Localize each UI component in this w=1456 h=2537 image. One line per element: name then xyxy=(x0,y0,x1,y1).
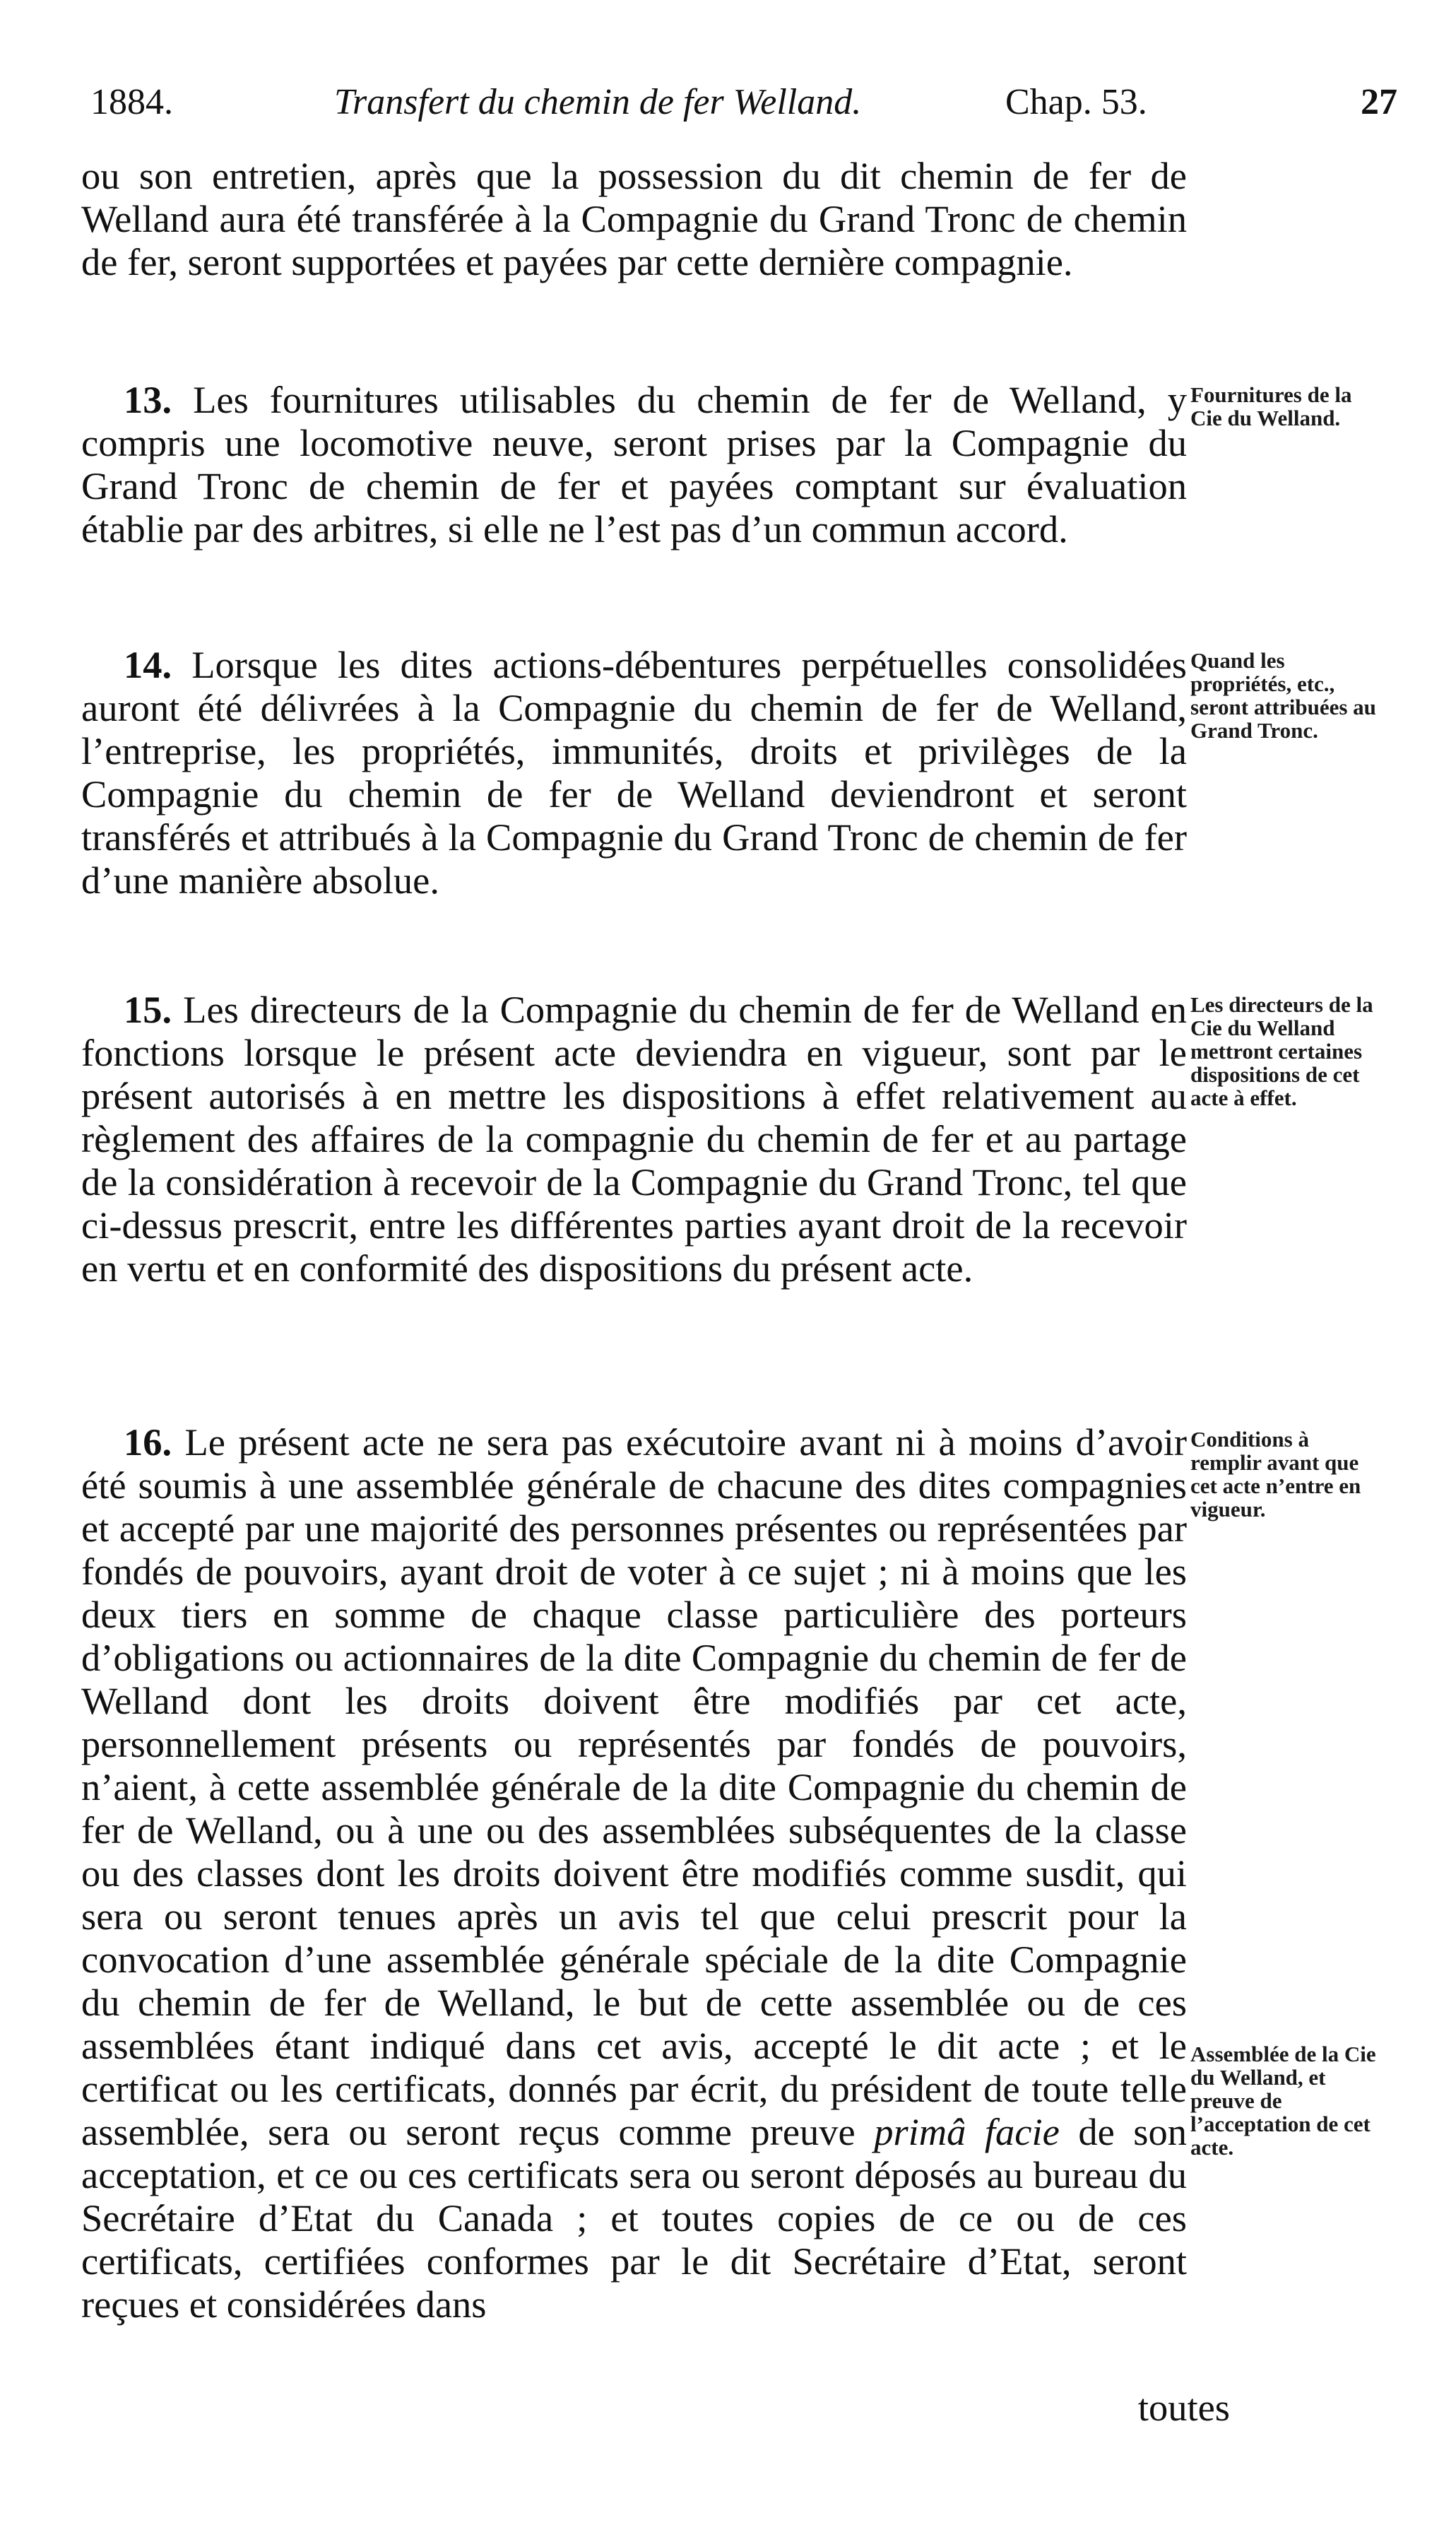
header-year: 1884. xyxy=(90,82,173,122)
section-text-continued: de son acceptation, et ce ou ces certificats sera ou seront déposés au bureau du Secrétaire d’Etat du Canada ; et toutes copies de ce ou de ces certificats, certifiées conformes par le dit Secrétaire d’Etat, seront reçues et considérées dans xyxy=(81,2110,1187,2326)
page-number: 27 xyxy=(1361,82,1397,122)
header-chapter: Chap. 53. xyxy=(1005,82,1147,122)
margin-note: Quand les propriétés, etc., seront attribuées au Grand Tronc. xyxy=(1190,648,1376,743)
section-text: Le présent acte ne sera pas exécutoire avant ni à moins d’avoir été soumis à une assemblée générale de chacune des dites compagnies et accepté par une majorité des personnes présentes ou représentées par fondés de pouvoirs, ayant droit de voter à ce sujet ; ni à moins que les deux tiers en somme de chaque classe particulière des porteurs d’obligations ou actionnaires de la dite Compagnie du chemin de fer de Welland dont les droits doivent être modifiés par cet acte, personnellement présents ou représentés par fondés de pouvoirs, n’aient, à cette assemblée générale de la dite Compagnie du chemin de fer de Welland, ou à une ou des assemblées subséquentes de la classe ou des classes dont les droits doivent être modifiés comme susdit, qui sera ou seront tenues après un avis tel que celui prescrit pour la convocation d’une assemblée générale spéciale de la dite Compagnie du chemin de fer de Welland, le but de cette assemblée ou de ces assemblées étant indiqué dans cet avis, accepté le dit acte ; et le certificat ou les certificats, donnés par écrit, du président de toute telle assemblée, sera ou seront reçus comme preuve xyxy=(81,1420,1187,2153)
italic-phrase: primâ facie xyxy=(874,2110,1060,2153)
section-14 xyxy=(81,643,1187,902)
section-text: Lorsque les dites actions-débentures perpétuelles consolidées auront été délivrées à la Compagnie du chemin de fer de Welland, l’entreprise, les propriétés, immunités, droits et privilèges de la Compagnie du chemin de fer de Welland deviendront et seront transférés et attribués à la Compagnie du Grand Tronc de chemin de fer d’une manière absolue. xyxy=(81,643,1187,902)
running-head xyxy=(90,78,1397,127)
section-number: 16. xyxy=(124,1420,172,1464)
section-number: 15. xyxy=(124,988,172,1031)
header-title: Transfert du chemin de fer Welland. xyxy=(334,82,862,122)
section-15 xyxy=(81,988,1187,1290)
section-number: 14. xyxy=(124,643,172,686)
margin-note: Assemblée de la Cie du Welland, et preuve de l’acceptation de cet acte. xyxy=(1190,2042,1376,2160)
section-16 xyxy=(81,1420,1187,2326)
section-text: Les directeurs de la Compagnie du chemin de fer de Welland en fonctions lorsque le présent acte deviendra en vigueur, sont par le présent autorisés à en mettre les dispositions à effet relativement au règlement des affaires de la compagnie du chemin de fer et au partage de la considération à recevoir de la Compagnie du Grand Tronc, tel que ci-dessus prescrit, entre les différentes parties ayant droit de la recevoir en vertu et en conformité des dispositions du présent acte. xyxy=(81,988,1187,1290)
paragraph-continuation xyxy=(81,154,1187,283)
margin-note: Les directeurs de la Cie du Welland mettront certaines dispositions de cet acte à effet. xyxy=(1190,992,1373,1110)
catchword: toutes xyxy=(1137,2386,1230,2429)
section-13 xyxy=(81,378,1187,551)
section-number: 13. xyxy=(124,378,172,421)
margin-note: Fournitures de la Cie du Welland. xyxy=(1190,382,1352,430)
margin-note: Conditions à remplir avant que cet acte n’entre en vigueur. xyxy=(1190,1427,1361,1521)
section-text: Les fournitures utilisables du chemin de fer de Welland, y compris une locomotive neuve, seront prises par la Compagnie du Grand Tronc de chemin de fer et payées comptant sur évaluation établie par des arbitres, si elle ne l’est pas d’un commun accord. xyxy=(81,378,1187,551)
paragraph-text: ou son entretien, après que la possession du dit chemin de fer de Welland aura été transférée à la Compagnie du Grand Tronc de chemin de fer, seront supportées et payées par cette dernière compagnie. xyxy=(81,154,1187,283)
